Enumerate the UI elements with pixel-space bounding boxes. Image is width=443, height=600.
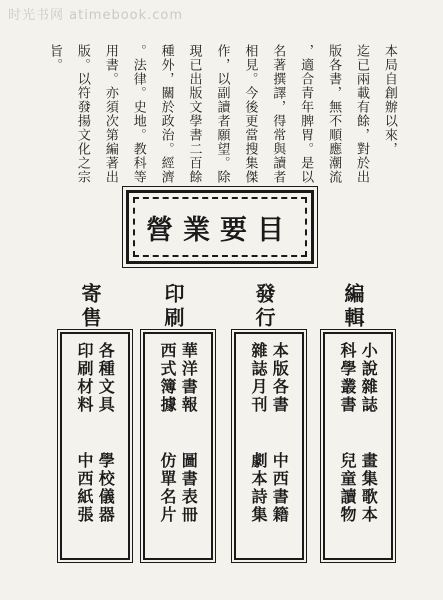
intro-column: 迄已兩載有餘，對於出 [353, 44, 369, 184]
item-group [66, 342, 124, 438]
intro-column: 種外，關於政治。經濟 [158, 44, 174, 184]
list-item: 雜誌月刊 [249, 342, 268, 414]
intro-column: 。法律。史地。教科等 [130, 44, 146, 184]
item-group [149, 452, 207, 548]
section-heading-publish: 發行 [252, 283, 276, 331]
list-item: 劇本詩集 [249, 452, 268, 524]
title-frame [126, 190, 314, 264]
list-item: 各種文具 [96, 342, 116, 414]
section-box-consignment [60, 332, 130, 560]
page-title: 目要業營 [146, 214, 294, 246]
list-item: 小說雜誌 [359, 342, 379, 414]
intro-column: 作，以副讀者願望。除 [214, 44, 230, 184]
list-item: 西式簿據 [158, 342, 177, 414]
section-heading-print: 印刷 [161, 283, 185, 331]
intro-column: 旨。 [47, 44, 62, 72]
list-item: 仿單名片 [158, 452, 177, 524]
section-heading-consignment: 寄售 [78, 283, 102, 331]
list-item: 中西書籍 [270, 452, 290, 524]
list-item: 學校儀器 [96, 452, 116, 524]
list-item: 中西紙張 [75, 452, 94, 524]
item-group [329, 342, 387, 438]
section-box-print [143, 332, 213, 560]
intro-column: 相見。今後更當搜集傑 [242, 44, 258, 184]
list-item: 圖書表冊 [179, 452, 199, 524]
section-box-edit [323, 332, 393, 560]
list-item: 本版各書 [270, 342, 290, 414]
intro-column: 名著撰譯，得常與讀者 [270, 44, 286, 184]
item-group [240, 452, 298, 548]
item-group [66, 452, 124, 548]
list-item: 兒童讀物 [338, 452, 357, 524]
list-item: 科學叢書 [338, 342, 357, 414]
intro-text [48, 44, 396, 194]
intro-column: ，適合青年脾胃。是以 [298, 44, 314, 184]
item-group [240, 342, 298, 438]
section-heading-edit: 編輯 [341, 283, 365, 331]
watermark: 时光书网 atimebook.com [8, 8, 184, 23]
item-group [149, 342, 207, 438]
intro-column: 本局自創辦以來， [381, 44, 397, 156]
intro-column: 現已出版文學書二百餘 [186, 44, 202, 184]
item-group [329, 452, 387, 548]
list-item: 畫集歌本 [359, 452, 379, 524]
intro-column: 版。以符發揚文化之宗 [74, 44, 90, 184]
list-item: 華洋書報 [179, 342, 199, 414]
intro-column: 版各書，無不順應潮流 [326, 44, 342, 184]
intro-column: 用書。亦須次第編著出 [102, 44, 118, 184]
list-item: 印刷材料 [75, 342, 94, 414]
section-box-publish [234, 332, 304, 560]
